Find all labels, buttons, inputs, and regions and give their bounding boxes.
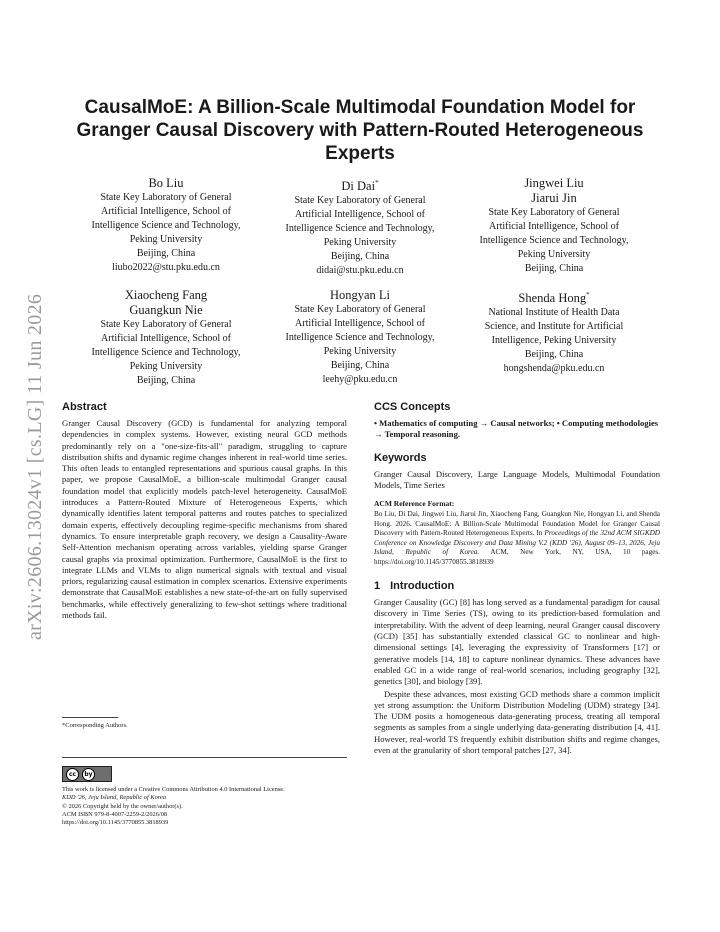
license-block: [62, 786, 352, 827]
affiliation-line: State Key Laboratory of General: [294, 304, 426, 315]
cc-by-badge[interactable]: [62, 766, 112, 782]
affiliation-line: Artificial Intelligence, School of: [101, 206, 231, 217]
affiliation-line: Intelligence Science and Technology,: [91, 347, 241, 358]
affiliation-line: Beijing, China: [136, 248, 196, 259]
copyright-line: © 2026 Copyright held by the owner/author(s).: [62, 802, 183, 810]
corresponding-footnote: *Corresponding Authors.: [62, 722, 128, 729]
affiliation-line: State Key Laboratory of General: [488, 207, 620, 218]
affiliation-line: Peking University: [129, 361, 203, 372]
by-icon: by: [82, 768, 95, 781]
author-name: Jingwei Liu: [524, 176, 584, 190]
venue-line: KDD '26, Jeju Island, Republic of Korea: [62, 794, 167, 802]
affiliation-line: Peking University: [323, 237, 397, 249]
affiliation-line: Artificial Intelligence, School of: [101, 333, 231, 344]
author-card: [260, 288, 460, 387]
footnote-divider: [62, 717, 118, 718]
author-name: Di Dai*: [341, 179, 379, 194]
affiliation-line: Beijing, China: [524, 349, 584, 361]
author-card: [454, 288, 654, 376]
author-name: Guangkun Nie: [129, 303, 203, 317]
author-name: Shenda Hong*: [518, 291, 590, 306]
author-name: Jiarui Jin: [531, 191, 577, 205]
introduction-heading: 1 Introduction: [374, 580, 455, 593]
author-email[interactable]: leehy@pku.edu.cn: [322, 374, 398, 385]
cc-icon: cc: [66, 768, 79, 781]
affiliation-line: Beijing, China: [330, 360, 390, 371]
author-name: Bo Liu: [148, 176, 184, 190]
affiliation-line: State Key Laboratory of General: [100, 192, 232, 203]
keywords-text: Granger Causal Discovery, Large Language Models, Multimodal Foundation Models, Time Series: [374, 468, 660, 490]
affiliation-line: Artificial Intelligence, School of: [295, 209, 425, 221]
ccs-text: • Mathematics of computing → Causal networks; • Computing methodologies → Temporal reasoning.: [374, 418, 659, 440]
left-column: [62, 400, 347, 621]
affiliation-line: Artificial Intelligence, School of: [295, 318, 425, 329]
ccs-heading: CCS Concepts: [374, 401, 451, 413]
license-divider: [62, 757, 347, 758]
affiliation-line: State Key Laboratory of General: [100, 319, 232, 330]
author-card: [454, 176, 654, 276]
affiliation-line: Intelligence Science and Technology,: [479, 235, 629, 246]
author-card: [66, 288, 266, 388]
keywords-heading: Keywords: [374, 451, 427, 464]
affiliation-line: Intelligence, Peking University: [491, 335, 617, 347]
paper-title: CausalMoE: A Billion-Scale Multimodal Foundation Model for Granger Causal Discovery with Pattern-Routed Heterogeneous Experts: [76, 97, 644, 164]
author-card: [260, 176, 460, 278]
right-column: [374, 400, 660, 756]
affiliation-line: Peking University: [323, 346, 397, 357]
corresponding-mark: *: [375, 179, 379, 187]
abstract-heading: Abstract: [62, 401, 107, 413]
acm-reference-heading: ACM Reference Format:: [374, 499, 455, 509]
affiliation-line: State Key Laboratory of General: [294, 195, 426, 207]
affiliation-line: Science, and Institute for Artificial: [484, 321, 624, 333]
corresponding-mark: *: [586, 291, 590, 299]
author-name: Hongyan Li: [329, 288, 391, 302]
abstract-text: Granger Causal Discovery (GCD) is fundamental for analyzing temporal dependencies in complex systems. However, existing neural GCD methods predominantly rely on a "one-size-fits-all" paradigm, struggling to capture distribution shifts and dynamic regime changes inherent in real-world time series. This often leads to entangled representations and spurious causal graphs. In this paper, we propose CausalMoE, a billion-scale multimodal Granger causal foundation model that explicitly models patch-level heterogeneity. CausalMoE introduces a Pattern-Routed Mixture of Heterogeneous Experts, which dynamically identifies latent temporal patterns and routes patches to specialized domain experts, effectively decoupling regime-specific mechanisms from shared dynamics. To ensure interpretable graph recovery, we design a Causality-Aware Self-Attention mechanism operating across variables, yielding sparse Granger causal graphs via proximal optimization. Furthermore, CausalMoE is the first to integrate LLMs and VLMs to align numerical signals with textual and visual priors, regularizing causal estimation in complex scenarios. Extensive experiments demonstrate that CausalMoE establishes a new state-of-the-art on fully supervised benchmarks, while effectively generalizing to few-shot settings where traditional methods fail.: [62, 418, 347, 621]
introduction-paragraph: Granger Causality (GC) [8] has long served as a fundamental paradigm for causal discovery in Time Series (TS), owing to its prediction-based formulation and interpretability. With the advent of deep learning, neural Granger causal discovery (GCD) [35] has substantially extended classical GC to nonlinear and high-dimensional settings [4], leveraging the expressivity of Transformers [17] or generative models [14, 18] to capture nonlinear dynamics. These advances have enabled GC in a wide range of real-world scenarios, including geography [32], genetics [30], and biology [39].: [374, 597, 660, 687]
affiliation-line: Intelligence Science and Technology,: [285, 223, 435, 235]
author-email[interactable]: hongshenda@pku.edu.cn: [503, 363, 605, 375]
affiliation-line: National Institute of Health Data: [488, 307, 620, 319]
affiliation-line: Beijing, China: [524, 263, 584, 274]
author-name: Xiaocheng Fang: [124, 288, 208, 302]
affiliation-line: Peking University: [129, 234, 203, 245]
author-email[interactable]: didai@stu.pku.edu.cn: [316, 265, 404, 277]
affiliation-line: Intelligence Science and Technology,: [285, 332, 435, 343]
affiliation-line: Intelligence Science and Technology,: [91, 220, 241, 231]
doi-link[interactable]: https://doi.org/10.1145/3770855.3818939: [62, 819, 169, 827]
affiliation-line: Beijing, China: [330, 251, 390, 263]
acm-reference-text: Bo Liu, Di Dai, Jingwei Liu, Jiarui Jin, Xiaocheng Fang, Guangkun Nie, Hongyan Li, and Shenda Hong. 2026. CausalMoE: A Billion-Scale Multimodal Foundation Model for Granger Causal Discovery with Pattern-Routed Heterogeneous Experts. In Proceedings of the 32nd ACM SIGKDD Conference on Knowledge Discovery and Data Mining V.2 (KDD '26), August 09–13, 2026, Jeju Island, Republic of Korea. ACM, New York, NY, USA, 10 pages. https://doi.org/10.1145/3770855.3818939: [374, 510, 660, 566]
author-email[interactable]: liubo2022@stu.pku.edu.cn: [112, 262, 220, 273]
affiliation-line: Beijing, China: [136, 375, 196, 386]
introduction-paragraph: Despite these advances, most existing GCD methods share a common implicit yet strong assumption: the Uniform Distribution Modeling (UDM) strategy [34]. The UDM posits a homogeneous data-generating process, treating all temporal segments as samples from a single underlying data-generating distribution [4, 41]. However, real-world TS frequently exhibit distribution shifts and regime changes, even at the granularity of short temporal patches [27, 34].: [374, 688, 660, 756]
license-line: This work is licensed under a Creative Commons Attribution 4.0 International License.: [62, 786, 285, 793]
affiliation-line: Peking University: [517, 249, 591, 260]
isbn-line: ACM ISBN 979-8-4007-2259-2/2026/08: [62, 810, 168, 818]
author-card: [66, 176, 266, 275]
arxiv-identifier: arXiv:2606.13024v1 [cs.LG] 11 Jun 2026: [24, 293, 46, 640]
affiliation-line: Artificial Intelligence, School of: [489, 221, 619, 232]
